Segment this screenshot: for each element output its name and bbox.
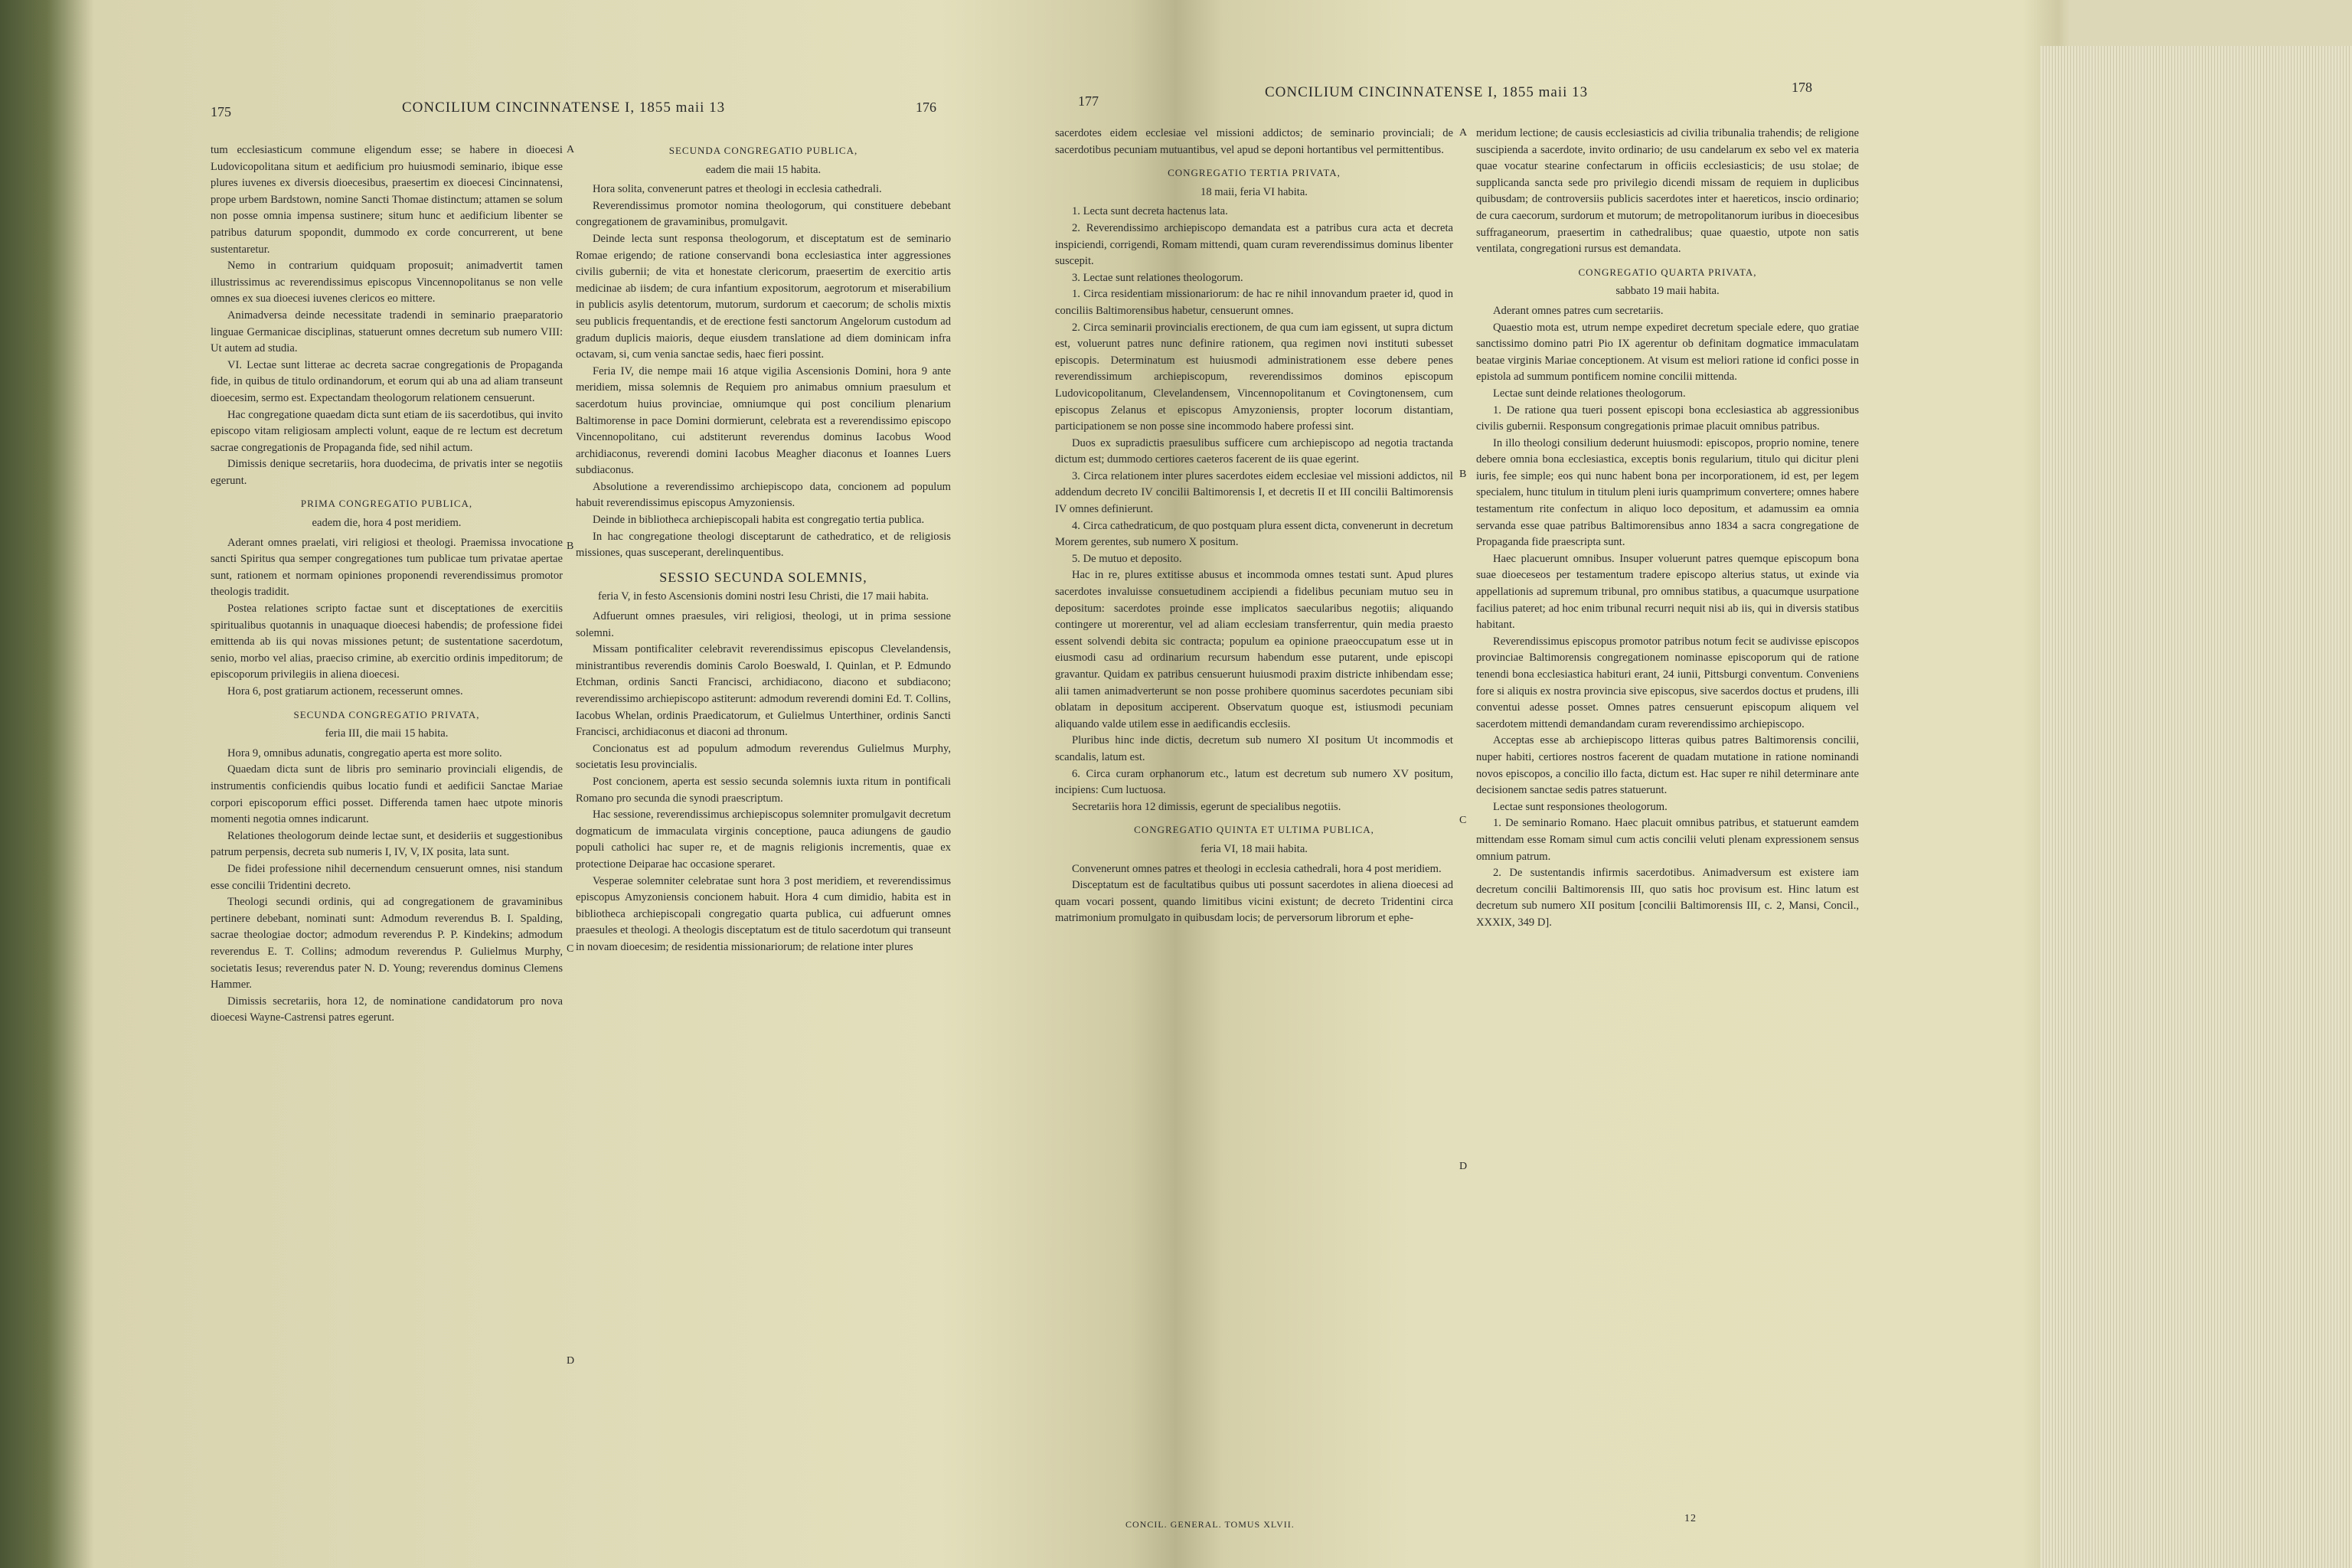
paragraph: 3. Circa relationem inter plures sacerdotes eidem ecclesiae vel missioni addictos, nil addendum decreto IV concilii Baltimorensis I, et decretis II et III concilii Baltimorensis IV omnes definierunt.: [1055, 469, 1453, 516]
page-number-177: 177: [1078, 93, 1099, 109]
paragraph: Deinde lecta sunt responsa theologorum, et disceptatum est de seminario Romae erigendo; de ratione conservandi bona ecclesiastica inter aggressiones civilis gubernii; de vita et honestate clericorum, praesertim de exercitio artis medicinae ab iisdem; de cura infantium expositorum, aegrotorum et miserabilium in publicis asylis detentorum, mutorum, surdorum et caecorum; de scholis mixtis seu publicis frequentandis, et de erectione festi sanctorum Angelorum custodum ad gradum duplicis maioris, deque eiusdem translatione ad diem dominicam infra octavam, si, cum venia sanctae sedis, haec fieri possint.: [576, 232, 951, 361]
paragraph: 2. Reverendissimo archiepiscopo demandata est a patribus cura acta et decreta inspiciendi, corrigendi, Romam mittendi, quam curam reverendissimus dominus libenter suscepit.: [1055, 221, 1453, 268]
paragraph: 2. De sustentandis infirmis sacerdotibus. Animadversum est existere iam decretum concilii Baltimorensis III, quo satis hoc provisum est. Hinc latum est decretum sub numero XII positum [concilii Baltimorensis III, c. 2, Mansi, Concil., XXXIX, 349 D].: [1476, 867, 1859, 929]
paragraph: Hac congregatione quaedam dicta sunt etiam de iis sacerdotibus, qui invito episcopo vitam religiosam amplecti volunt, eaque de re lectum est decretum sacrae congregationis de Propaganda fide, sed nihil actum.: [211, 408, 563, 454]
paragraph: Missam pontificaliter celebravit reverendissimus episcopus Clevelandensis, ministrantibus reverendis dominis Carolo Boeswald, I. Quinlan, et P. Edmundo Etchman, ordinis Sancti Francisci, archidiacono, diacono et subdiacono; reverendissimo archiepiscopo astiterunt: admodum reverendi domini Ed. T. Collins, Iacobus Whelan, ordinis Praedicatorum, et Gulielmus Unterthiner, ordinis Sancti Francisci, archidiaconus et diaconi ad thronum.: [576, 643, 951, 739]
paragraph: Hora 9, omnibus adunatis, congregatio aperta est more solito.: [227, 746, 502, 760]
section-heading: CONGREGATIO TERTIA PRIVATA,: [1168, 167, 1341, 179]
margin-marker-c-right: C: [1459, 815, 1467, 826]
section-subheading: feria V, in festo Ascensionis domini nostri Iesu Christi, die 17 maii habita.: [598, 590, 929, 603]
section-subheading: feria III, die maii 15 habita.: [325, 727, 449, 740]
paragraph: Dimissis secretariis, hora 12, de nominatione candidatorum pro nova dioecesi Wayne-Castrensi patres egerunt.: [211, 995, 563, 1024]
paragraph: In hac congregatione theologi disceptarunt de cathedratico, et de religiosis missiones, quas susceperant, derelinquentibus.: [576, 530, 951, 560]
signature-number: 12: [1684, 1513, 1697, 1524]
section-heading-large: SESSIO SECUNDA SOLEMNIS,: [659, 569, 867, 585]
paragraph: 1. De seminario Romano. Haec placuit omnibus patribus, et statuerunt eamdem mittendam esse Romam simul cum actis concilii veluti plenam expressionem sensus omnium patrum.: [1476, 817, 1859, 863]
margin-marker-d-right: D: [1459, 1161, 1468, 1172]
paragraph: Reverendissimus promotor nomina theologorum, qui constituere debebant congregationem de gravaminibus, promulgavit.: [576, 199, 951, 229]
signature-mark: CONCIL. GENERAL. TOMUS XLVII.: [1125, 1519, 1295, 1530]
text-column-3: [1055, 126, 1453, 927]
paragraph: Feria IV, die nempe maii 16 atque vigilia Ascensionis Domini, hora 9 ante meridiem, missa solemnis de Requiem pro animabus omnium praesulum et sacerdotum huius provinciae, omniumque qui post concilium plenarium Baltimorense in pace Domini dormierunt, celebrata est a reverendissimo episcopo Vincennopolitano, cui adstiterunt reverendus dominus Iacobus Wood archidiaconus, reverendi domini Iacobus Meagher diaconus et Ioannes Luers subdiaconus.: [576, 364, 951, 477]
paragraph: Deinde in bibliotheca archiepiscopali habita est congregatio tertia publica.: [593, 514, 925, 527]
paragraph: 1. Circa residentiam missionariorum: de hac re nihil innovandum praeter id, quod in conciliis Baltimorensibus habetur, censuerunt omnes.: [1055, 288, 1453, 317]
section-heading: PRIMA CONGREGATIO PUBLICA,: [300, 498, 473, 510]
paragraph: Theologi secundi ordinis, qui ad congregationem de gravaminibus pertinere debebant, nominati sunt: Admodum reverendus B. I. Spalding, sacrae theologiae doctor; admodum reverendus P. P. Kindekins; admodum reverendus E. T. Collins; admodum reverendus P. Gulielmus Murphy, societatis Iesus; reverendus pater N. D. Young; reverendus dominus Clemens Hammer.: [211, 896, 563, 991]
page-number-178: 178: [1792, 80, 1812, 95]
paragraph: Secretariis hora 12 dimissis, egerunt de specialibus negotiis.: [1072, 800, 1341, 813]
text-column-2: [576, 142, 951, 956]
paragraph: Reverendissimus episcopus promotor patribus notum fecit se audivisse episcopos provinciae Baltimorensis congregationem nominasse episcoporum qui de ratione tenendi bona ecclesiastica habituri erant, 24 iunii, Pittsburgi conventum. Conveniens fore si aliquis ex nostra provincia sive episcopus, sive sacerdos doctus et prudens, illi conventui adesse posset. Omnes patres censuerunt episcopum aliquem vel sacerdotem mittendi demandandam curam reverendissimo archiepiscopo.: [1476, 635, 1859, 730]
running-head-right: CONCILIUM CINCINNATENSE I, 1855 maii 13: [1265, 84, 1589, 100]
margin-marker-b-right: B: [1459, 469, 1467, 480]
paragraph: Aderant omnes praelati, viri religiosi et theologi. Praemissa invocatione sancti Spiritus qua semper congregationes tum publicae tum privatae apertae sunt, rationem et normam opiniones proponendi reverendissimus promotor theologis tradidit.: [211, 536, 563, 599]
paragraph: Post concionem, aperta est sessio secunda solemnis iuxta ritum in pontificali Romano pro secunda die synodi praescriptum.: [576, 775, 951, 805]
page-number-175: 175: [211, 104, 231, 119]
paragraph: meridum lectione; de causis ecclesiasticis ad civilia tribunalia trahendis; de religione suscipienda a sacerdote, invito ordinario; de usu candelarum ex sebo vel ex materia quae vocatur stearine confectarum in officiis ecclesiasticis; de usu stolae; de supplicanda sancta sede pro privilegio dicendi missam de requiem in duplicibus quibusdam; de controversiis publicis sacerdotes inter et haereticos, inscio ordinario; de cura caecorum, surdorum et mutorum; de metropolitanorum iuribus in dioecesibus suffraganeorum, praesertim in cathedralibus; quae quaestio, utpote non satis ventilata, congregationi rursus est demandata.: [1476, 127, 1859, 256]
page-edges: [2040, 46, 2352, 1568]
margin-marker-d: D: [567, 1355, 575, 1367]
section-subheading: sabbato 19 maii habita.: [1615, 285, 1720, 298]
paragraph: Acceptas esse ab archiepiscopo litteras quibus patres Baltimorensis concilii, nuper habiti, certiores nostros facerent de quadam mutatione in ratione nominandi novos episcopos, a concilio illo facta, dictum est. Hac super re nihil determinare ante decisionem sanctae sedis patres statuerunt.: [1476, 734, 1859, 797]
running-head-left: CONCILIUM CINCINNATENSE I, 1855 maii 13: [402, 100, 726, 116]
paragraph: Disceptatum est de facultatibus quibus uti possunt sacerdotes in aliena dioecesi ad quam vocari possent, quando limitibus vicini existunt; de decreto Tridentini circa matrimonium promulgato in quibusdam locis; de perversorum librorum et ephe-: [1055, 879, 1453, 925]
margin-marker-a-right: A: [1459, 127, 1468, 139]
text-column-1: [211, 142, 563, 1027]
section-heading: SECUNDA CONGREGATIO PRIVATA,: [293, 708, 480, 720]
paragraph: Haec placuerunt omnibus. Insuper voluerunt patres quemque episcopum bona suae dioeceseos per testamentum tradere episcopo alterius status, ut exinde via appellationis ad supremum tribunal, pro omnibus statibus, a quacumque usurpatione facilius pateret; ad hoc enim tribunal recurri nequit nisi ab iis, qui in diversis statibus habitant.: [1476, 552, 1859, 632]
section-heading: CONGREGATIO QUARTA PRIVATA,: [1578, 266, 1757, 278]
paragraph: Concionatus est ad populum admodum reverendus Gulielmus Murphy, societatis Iesu provincialis.: [576, 742, 951, 772]
paragraph: 5. De mutuo et deposito.: [1072, 552, 1182, 565]
paragraph: In illo theologi consilium dederunt huiusmodi: episcopos, proprio nomine, tenere debere omnia bona ecclesiastica, exceptis bonis regularium, titulo qui dicitur pleni iuris, fee simple; eos qui nunc habent bona per incorporationem, id est, per legem specialem, hunc titulum in titulum pleni iuris quamprimum convertere; omnes habere testamentum rite confectum in aliquo loco depositum, et adamussim ea omnia servanda esse quae patribus Baltimorensibus anno 1834 a sacra congregatione de Propaganda fide praescripta sunt.: [1476, 436, 1859, 549]
paragraph: Hac sessione, reverendissimus archiepiscopus solemniter promulgavit decretum dogmaticum de immaculata virginis conceptione, pauca adiungens de gaudio populi catholici hac super re, et de magnis religionis incrementis, quae ex protectione Deiparae hac occasione speraret.: [576, 808, 951, 871]
paragraph: 3. Lectae sunt relationes theologorum.: [1072, 271, 1243, 284]
margin-marker-b: B: [567, 541, 574, 552]
paragraph: Pluribus hinc inde dictis, decretum sub numero XI positum Ut incommodis et scandalis, latum est.: [1055, 734, 1453, 763]
paragraph: Quaedam dicta sunt de libris pro seminario provinciali eligendis, de instrumentis conficiendis quibus locatio fundi et aedificii Sanctae Mariae corpori episcoporum effici posset. Differenda tamen haec utpote minoris momenti negotia omnes indicarunt.: [211, 763, 563, 826]
section-heading: SECUNDA CONGREGATIO PUBLICA,: [668, 145, 858, 156]
paragraph: Convenerunt omnes patres et theologi in ecclesia cathedrali, hora 4 post meridiem.: [1072, 862, 1442, 875]
paragraph: sacerdotes eidem ecclesiae vel missioni addictos; de seminario provinciali; de sacerdotibus pecuniam mutuantibus, vel apud se deponi hortantibus vel permittentibus.: [1055, 127, 1453, 156]
paragraph: 1. De ratione qua tueri possent episcopi bona ecclesiastica ab aggressionibus civilis gubernii. Responsum congregationis primae placuit omnibus patribus.: [1476, 403, 1859, 433]
paragraph: Quaestio mota est, utrum nempe expediret decretum speciale edere, quo gratiae sanctissimo domino patri Pio IX agerentur ob definitam dogmatice immaculatam beatae virginis Mariae conceptionem. At visum est meliori ratione id confici posse in epistola ad summum pontificem nomine concilii mittenda.: [1476, 321, 1859, 384]
paragraph: De fidei professione nihil decernendum censuerunt omnes, nisi standum esse concilii Tridentini decreto.: [211, 862, 563, 892]
paragraph: Relationes theologorum deinde lectae sunt, et desideriis et suggestionibus patrum perpensis, decreta sub numeris I, IV, V, IX posita, lata sunt.: [211, 829, 563, 859]
section-subheading: eadem die maii 15 habita.: [705, 163, 822, 176]
paragraph: Aderant omnes patres cum secretariis.: [1493, 304, 1664, 317]
section-subheading: eadem die, hora 4 post meridiem.: [312, 517, 462, 530]
section-subheading: feria VI, 18 maii habita.: [1200, 842, 1308, 855]
section-subheading: 18 maii, feria VI habita.: [1200, 185, 1308, 198]
paragraph: VI. Lectae sunt litterae ac decreta sacrae congregationis de Propaganda fide, in quibus de titulo ordinandorum, et eorum qui ab una ad aliam transeunt dioecesim, sermo est. Expectandam theologorum relationem censuerunt.: [211, 358, 563, 404]
paragraph: Absolutione a reverendissimo archiepiscopo data, concionem ad populum habuit reverendissimus episcopus Amyzoniensis.: [576, 480, 951, 510]
paragraph: Postea relationes scripto factae sunt et disceptationes de exercitiis spiritualibus quotannis in unaquaque dioecesi habendis; de professione fidei emittenda ab iis qui novas missiones petunt; de sustentatione sacerdotum, senio, morbo vel alias, praeciso crimine, ab exercitio ordinis impeditorum; de episcoporum privilegiis in aliena dioecesi.: [211, 603, 563, 681]
paragraph: Dimissis denique secretariis, hora duodecima, de privatis inter se negotiis egerunt.: [211, 458, 563, 487]
paragraph: Nemo in contrarium quidquam proposuit; animadvertit tamen illustrissimus ac reverendissimus episcopus Vincennopolitanus se non velle omnes ex sua dioecesi iuvenes clericos eo mittere.: [211, 260, 563, 305]
paragraph: Hora 6, post gratiarum actionem, recesserunt omnes.: [227, 685, 463, 697]
page-number-176: 176: [916, 100, 936, 115]
paragraph: 2. Circa seminarii provincialis erectionem, de qua cum iam egissent, ut supra dictum est, voluerunt patres nunc definire rationem, qua regimen novi instituti subesset episcopis. Determinatum est huiusmodi administrationem esse debere penes reverendissimum archiepiscopum, reverendissimos dominos episcopum Ludovicopolitanum, Clevelandensem, Vincennopolitanum et Covingtonensem, cum episcopus Zelanus et episcopus Amyzoniensis, propter locorum distantiam, participationem se non posse sine incommodo habere professi sint.: [1055, 321, 1453, 433]
margin-marker-a: A: [567, 144, 575, 155]
paragraph: tum ecclesiasticum commune eligendum esse; se habere in dioecesi Ludovicopolitana situm et aedificium pro huiusmodi seminario, ibique esse plures iuvenes ex diversis dioecesibus, praesertim ex dioecesi Cincinnatensi, prope urbem Bardstown, nomine Sancti Thomae distinctum; attamen se solum non posse omnia impensa sustinere; situm hunc et aedificium libenter se patribus daturum spopondit, dummodo ex corde concurrerent, ut bene sustentaretur.: [211, 144, 563, 256]
paragraph: 4. Circa cathedraticum, de quo postquam plura essent dicta, convenerunt in decretum Morem gerentes, sub numero X positum.: [1055, 519, 1453, 549]
margin-marker-c: C: [567, 943, 574, 955]
text-column-4: [1476, 126, 1859, 932]
section-heading: CONGREGATIO QUINTA ET ULTIMA PUBLICA,: [1134, 824, 1374, 836]
paragraph: Lectae sunt deinde relationes theologorum.: [1493, 387, 1686, 400]
paragraph: 1. Lecta sunt decreta hactenus lata.: [1072, 205, 1228, 218]
paragraph: Duos ex supradictis praesulibus sufficere cum archiepiscopo ad negotia tractanda dictum est; dummodo certiores caeteros facerent de iis quae egerint.: [1055, 436, 1453, 466]
paragraph: Adfuerunt omnes praesules, viri religiosi, theologi, ut in prima sessione solemni.: [576, 610, 951, 639]
paragraph: Hac in re, plures extitisse abusus et incommoda omnes testati sunt. Apud plures sacerdotes invaluisse consuetudinem accipiendi a fidelibus pecuniam mutuo seu in depositum: sacerdotes proinde esse implicatos saecularibus negotiis; aliquando contingere ut morerentur, vel ad aliam ecclesiam transferrentur, quin media praesto essent solvendi debita sic contracta; populum ea opinione praeoccupatum esse ut in eiusmodi casu ad ordinarium recursum habendum esse putarent, unde episcopi gravantur. Quidam ex patribus censuerunt huiusmodi praxim districte inhibendam esse; alii tamen animadverterunt se non posse prohibere quominus sacerdotes pecuniam sibi oblatam in depositum acciperent. Observatum quoque est, istiusmodi pecuniam aliquando valde utilem esse in aedificandis ecclesiis.: [1055, 569, 1453, 730]
paragraph: Lectae sunt responsiones theologorum.: [1493, 800, 1668, 813]
paragraph: Vesperae solemniter celebratae sunt hora 3 post meridiem, et reverendissimus episcopus Amyzoniensis concionem habuit. Hora 4 cum dimidio, habita est in bibliotheca archiepiscopali congregatio quarta publica, cui adfuerunt omnes praesules et theologi. A theologis disceptatum est de titulo sacerdotum qui transeunt in novam dioecesim; de residentia missionariorum; de relatione inter plures: [576, 874, 951, 953]
paragraph: Animadversa deinde necessitate tradendi in seminario praeparatorio linguae Germanicae disciplinas, statuerunt omnes decretum sub numero VIII: Ut autem ad studia.: [211, 309, 563, 355]
paragraph: 6. Circa curam orphanorum etc., latum est decretum sub numero XV positum, incipiens: Cum luctuosa.: [1055, 767, 1453, 797]
paragraph: Hora solita, convenerunt patres et theologi in ecclesia cathedrali.: [593, 183, 882, 196]
